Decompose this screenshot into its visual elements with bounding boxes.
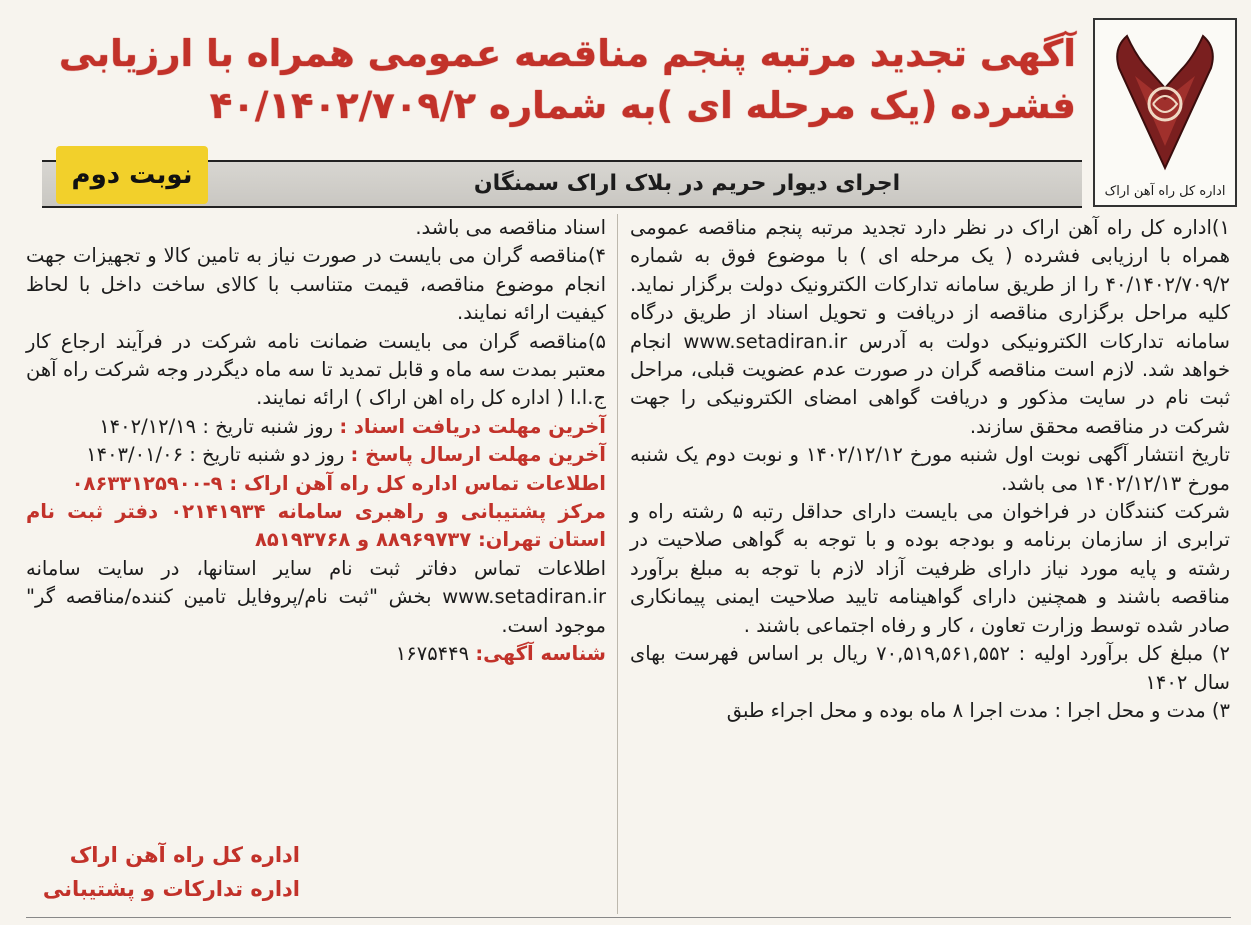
paragraph-estimate: ۲) مبلغ کل برآورد اولیه : ۷۰,۵۱۹,۵۶۱,۵۵۲ ریال بر اساس فهرست بهای سال ۱۴۰۲ [630,642,1231,694]
subject-title: اجرای دیوار حریم در بلاک اراک سمنگان [473,171,901,196]
footer-signature [30,838,300,906]
bottom-rule [26,917,1231,918]
column-divider [617,214,618,914]
support-center: مرکز پشتیبانی و راهبری سامانه ۰۲۱۴۱۹۳۴ دفتر ثبت نام استان تهران: ۸۸۹۶۹۷۳۷ و ۸۵۱۹۳۷۶۸ [26,500,607,552]
deadline-documents [26,413,606,441]
paragraph-publication-dates: تاریخ انتشار آگهی نوبت اول شنبه مورخ ۱۴۰۲/۱۲/۱۲ و نوبت دوم یک شنبه مورخ ۱۴۰۲/۱۲/۱۳ می باشد. [630,443,1231,495]
footer-line1: اداره کل راه آهن اراک [69,843,300,867]
contact-info [26,470,606,498]
logo-caption: اداره کل راه آهن اراک [1104,184,1226,199]
left-column [26,214,606,669]
paragraph-docs-end: اسناد مناقصه می باشد. [415,216,606,239]
ad-id-value: ۱۶۷۵۴۴۹ [395,642,476,666]
paragraph-5: ۵)مناقصه گران می بایست ضمانت نامه شرکت در فرآیند ارجاع کار معتبر بمدت سه ماه و قابل تمدید تا سه ماه دیگردر وجه شرکت راه آهن ج.ا.ا ( اداره کل راه اهن اراک ) ارائه نمایند. [26,329,606,410]
paragraph-1: ۱)اداره کل راه آهن اراک در نظر دارد تجدید مرتبه پنجم مناقصه عمومی همراه با ارزیابی فشرده ( یک مرحله ای ) با موضوع فوق به شماره ۴۰/۱۴۰۲/۷۰۹/۲ را از طریق سامانه تدارکات الکترونیک دولت برگزار نماید. کلیه مراحل برگزاری مناقصه از دریافت و تحویل اسناد از طریق درگاه سامانه تدارکات الکترونیکی دولت به آدرس www.setadiran.ir انجام خواهد شد. لازم است مناقصه گران در صورت عدم عضویت قبلی، مراحل ثبت نام در سایت مذکور و دریافت گواهی امضای الکترونیکی را جهت شرکت در مناقصه محقق سازند. [630,216,1230,438]
logo-box [1093,18,1237,207]
headline-line1: آگهی تجدید مرتبه پنجم مناقصه عمومی همراه با ارزیابی [58,32,1076,75]
paragraph-duration: ۳) مدت و محل اجرا : مدت اجرا ۸ ماه بوده و محل اجراء طبق [726,698,1230,722]
headline-line2: فشرده (یک مرحله ای )به شماره ۴۰/۱۴۰۲/۷۰۹/۲ [209,84,1076,127]
footer-line2: اداره تدارکات و پشتیبانی [42,877,300,901]
other-offices: اطلاعات تماس دفاتر ثبت نام سایر استانها، در سایت سامانه www.setadiran.ir بخش "ثبت نام/پروفایل تامین کننده/مناقصه گر" موجود است. [26,556,606,637]
contact-label: اطلاعات تماس اداره کل راه آهن اراک : [229,471,606,495]
paragraph-4: ۴)مناقصه گران می بایست در صورت نیاز به تامین کالا و تجهیزات جهت انجام موضوع مناقصه، قیمت متناسب با کالای ساخت داخل با لحاظ کیفیت ارائه نمایند. [26,244,606,325]
ad-id-label: شناسه آگهی: [475,642,606,666]
second-round-badge: نوبت دوم [56,146,208,204]
contact-phone: ۹-۰۸۶۳۳۱۲۵۹۰۰ [71,471,230,495]
ad-id [26,640,606,668]
deadline-documents-value: روز شنبه تاریخ : ۱۴۰۲/۱۲/۱۹ [99,414,340,438]
deadline-reply-label: آخرین مهلت ارسال پاسخ : [350,443,606,467]
winged-emblem-logo [1107,28,1223,178]
deadline-reply [26,441,606,469]
deadline-documents-label: آخرین مهلت دریافت اسناد : [339,414,606,438]
paragraph-eligibility: شرکت کنندگان در فراخوان می بایست دارای حداقل رتبه ۵ رشته راه و ترابری از سازمان برنامه و بودجه بوده و با توجه به گواهی صلاحیت در رشته و پایه مورد نیاز دارای ظرفیت آزاد لازم با توجه به مبلغ برآورد مناقصه باشند و همچنین دارای گواهینامه تایید صلاحیت ایمنی پیمانکاری صادر شده توسط وزارت تعاون ، کار و رفاه اجتماعی باشند . [630,500,1230,637]
right-column [630,214,1230,725]
deadline-reply-value: روز دو شنبه تاریخ : ۱۴۰۳/۰۱/۰۶ [86,443,351,467]
